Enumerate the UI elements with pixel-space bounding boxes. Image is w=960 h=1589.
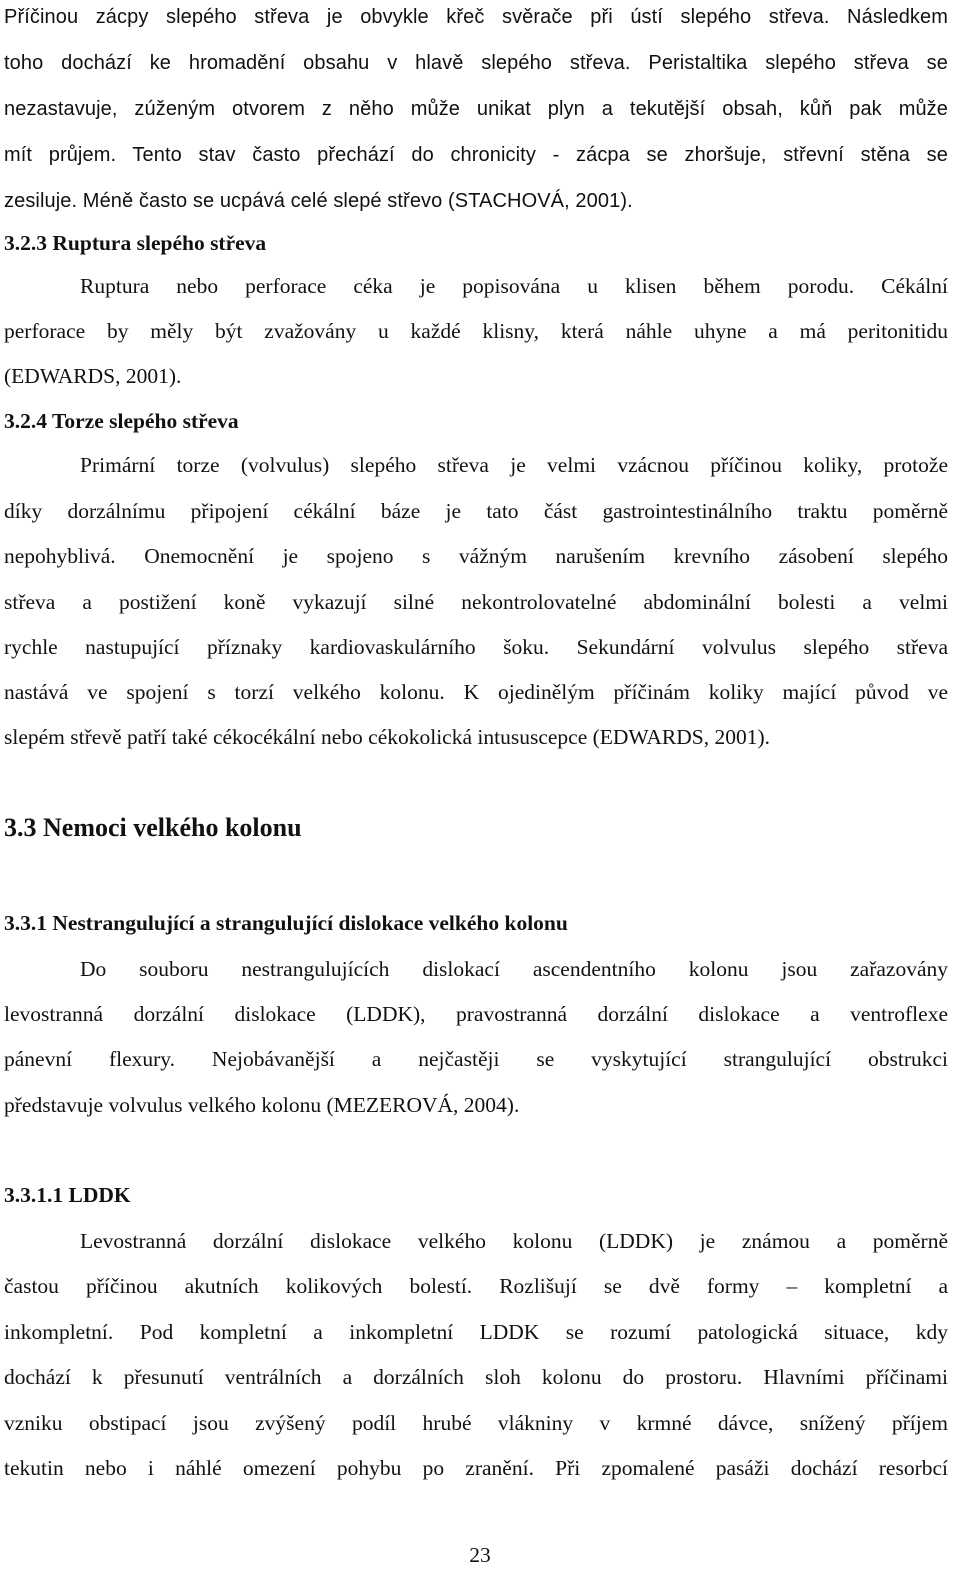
section-heading: 3.3.1.1 LDDK <box>4 1183 131 1207</box>
paragraph-line: častou příčinou akutních kolikových bolestí. Rozlišují se dvě formy – kompletní a <box>4 1274 948 1298</box>
section-heading: 3.3.1 Nestrangulující a strangulující dislokace velkého kolonu <box>4 911 568 935</box>
paragraph-line: Levostranná dorzální dislokace velkého kolonu (LDDK) je známou a poměrně <box>80 1229 948 1253</box>
paragraph-line: dochází k přesunutí ventrálních a dorzálních sloh kolonu do prostoru. Hlavními příčinami <box>4 1365 948 1389</box>
page-number: 23 <box>469 1543 491 1567</box>
paragraph-line: Ruptura nebo perforace céka je popisována u klisen během porodu. Cékální <box>80 274 948 298</box>
paragraph-line: mít průjem. Tento stav často přechází do chronicity - zácpa se zhoršuje, střevní stěna se <box>4 144 948 166</box>
paragraph-line: inkompletní. Pod kompletní a inkompletní LDDK se rozumí patologická situace, kdy <box>4 1320 948 1344</box>
paragraph-line: levostranná dorzální dislokace (LDDK), pravostranná dorzální dislokace a ventroflexe <box>4 1002 948 1026</box>
paragraph-line: zesiluje. Méně často se ucpává celé slepé střevo (STACHOVÁ, 2001). <box>4 190 633 212</box>
section-heading: 3.2.3 Ruptura slepého střeva <box>4 231 267 255</box>
paragraph-line: nastává ve spojení s torzí velkého kolonu. K ojedinělým příčinám koliky mající původ ve <box>4 680 948 704</box>
paragraph-line: vzniku obstipací jsou zvýšený podíl hrubé vlákniny v krmné dávce, snížený příjem <box>4 1411 948 1435</box>
paragraph-line: díky dorzálnímu připojení cékální báze je tato část gastrointestinálního traktu poměrně <box>4 499 948 523</box>
paragraph-line: pánevní flexury. Nejobávanější a nejčastěji se vyskytující strangulující obstrukci <box>4 1047 948 1071</box>
paragraph-line: slepém střevě patří také cékocékální nebo cékokolická intususcepce (EDWARDS, 2001). <box>4 725 770 749</box>
paragraph-line: toho dochází ke hromadění obsahu v hlavě slepého střeva. Peristaltika slepého střeva se <box>4 52 948 74</box>
paragraph-line: nepohyblivá. Onemocnění je spojeno s vážným narušením krevního zásobení slepého <box>4 544 948 568</box>
paragraph-line: perforace by měly být zvažovány u každé klisny, která náhle uhyne a má peritonitidu <box>4 319 948 343</box>
paragraph-line: Příčinou zácpy slepého střeva je obvykle křeč svěrače při ústí slepého střeva. Následkem <box>4 6 948 28</box>
paragraph-line: tekutin nebo i náhlé omezení pohybu po zranění. Při zpomalené pasáži dochází resorbcí <box>4 1456 948 1480</box>
paragraph-line: střeva a postižení koně vykazují silné nekontrolovatelné abdominální bolesti a velmi <box>4 590 948 614</box>
paragraph-line: představuje volvulus velkého kolonu (MEZEROVÁ, 2004). <box>4 1093 520 1117</box>
paragraph-line: (EDWARDS, 2001). <box>4 364 182 388</box>
section-heading: 3.2.4 Torze slepého střeva <box>4 409 239 433</box>
chapter-heading: 3.3 Nemoci velkého kolonu <box>4 813 302 842</box>
paragraph-line: nezastavuje, zúženým otvorem z něho může unikat plyn a tekutější obsah, kůň pak může <box>4 98 948 120</box>
paragraph-line: Do souboru nestrangulujících dislokací ascendentního kolonu jsou zařazovány <box>80 957 948 981</box>
paragraph-line: rychle nastupující příznaky kardiovaskulárního šoku. Sekundární volvulus slepého střeva <box>4 635 948 659</box>
paragraph-line: Primární torze (volvulus) slepého střeva je velmi vzácnou příčinou koliky, protože <box>80 453 948 477</box>
